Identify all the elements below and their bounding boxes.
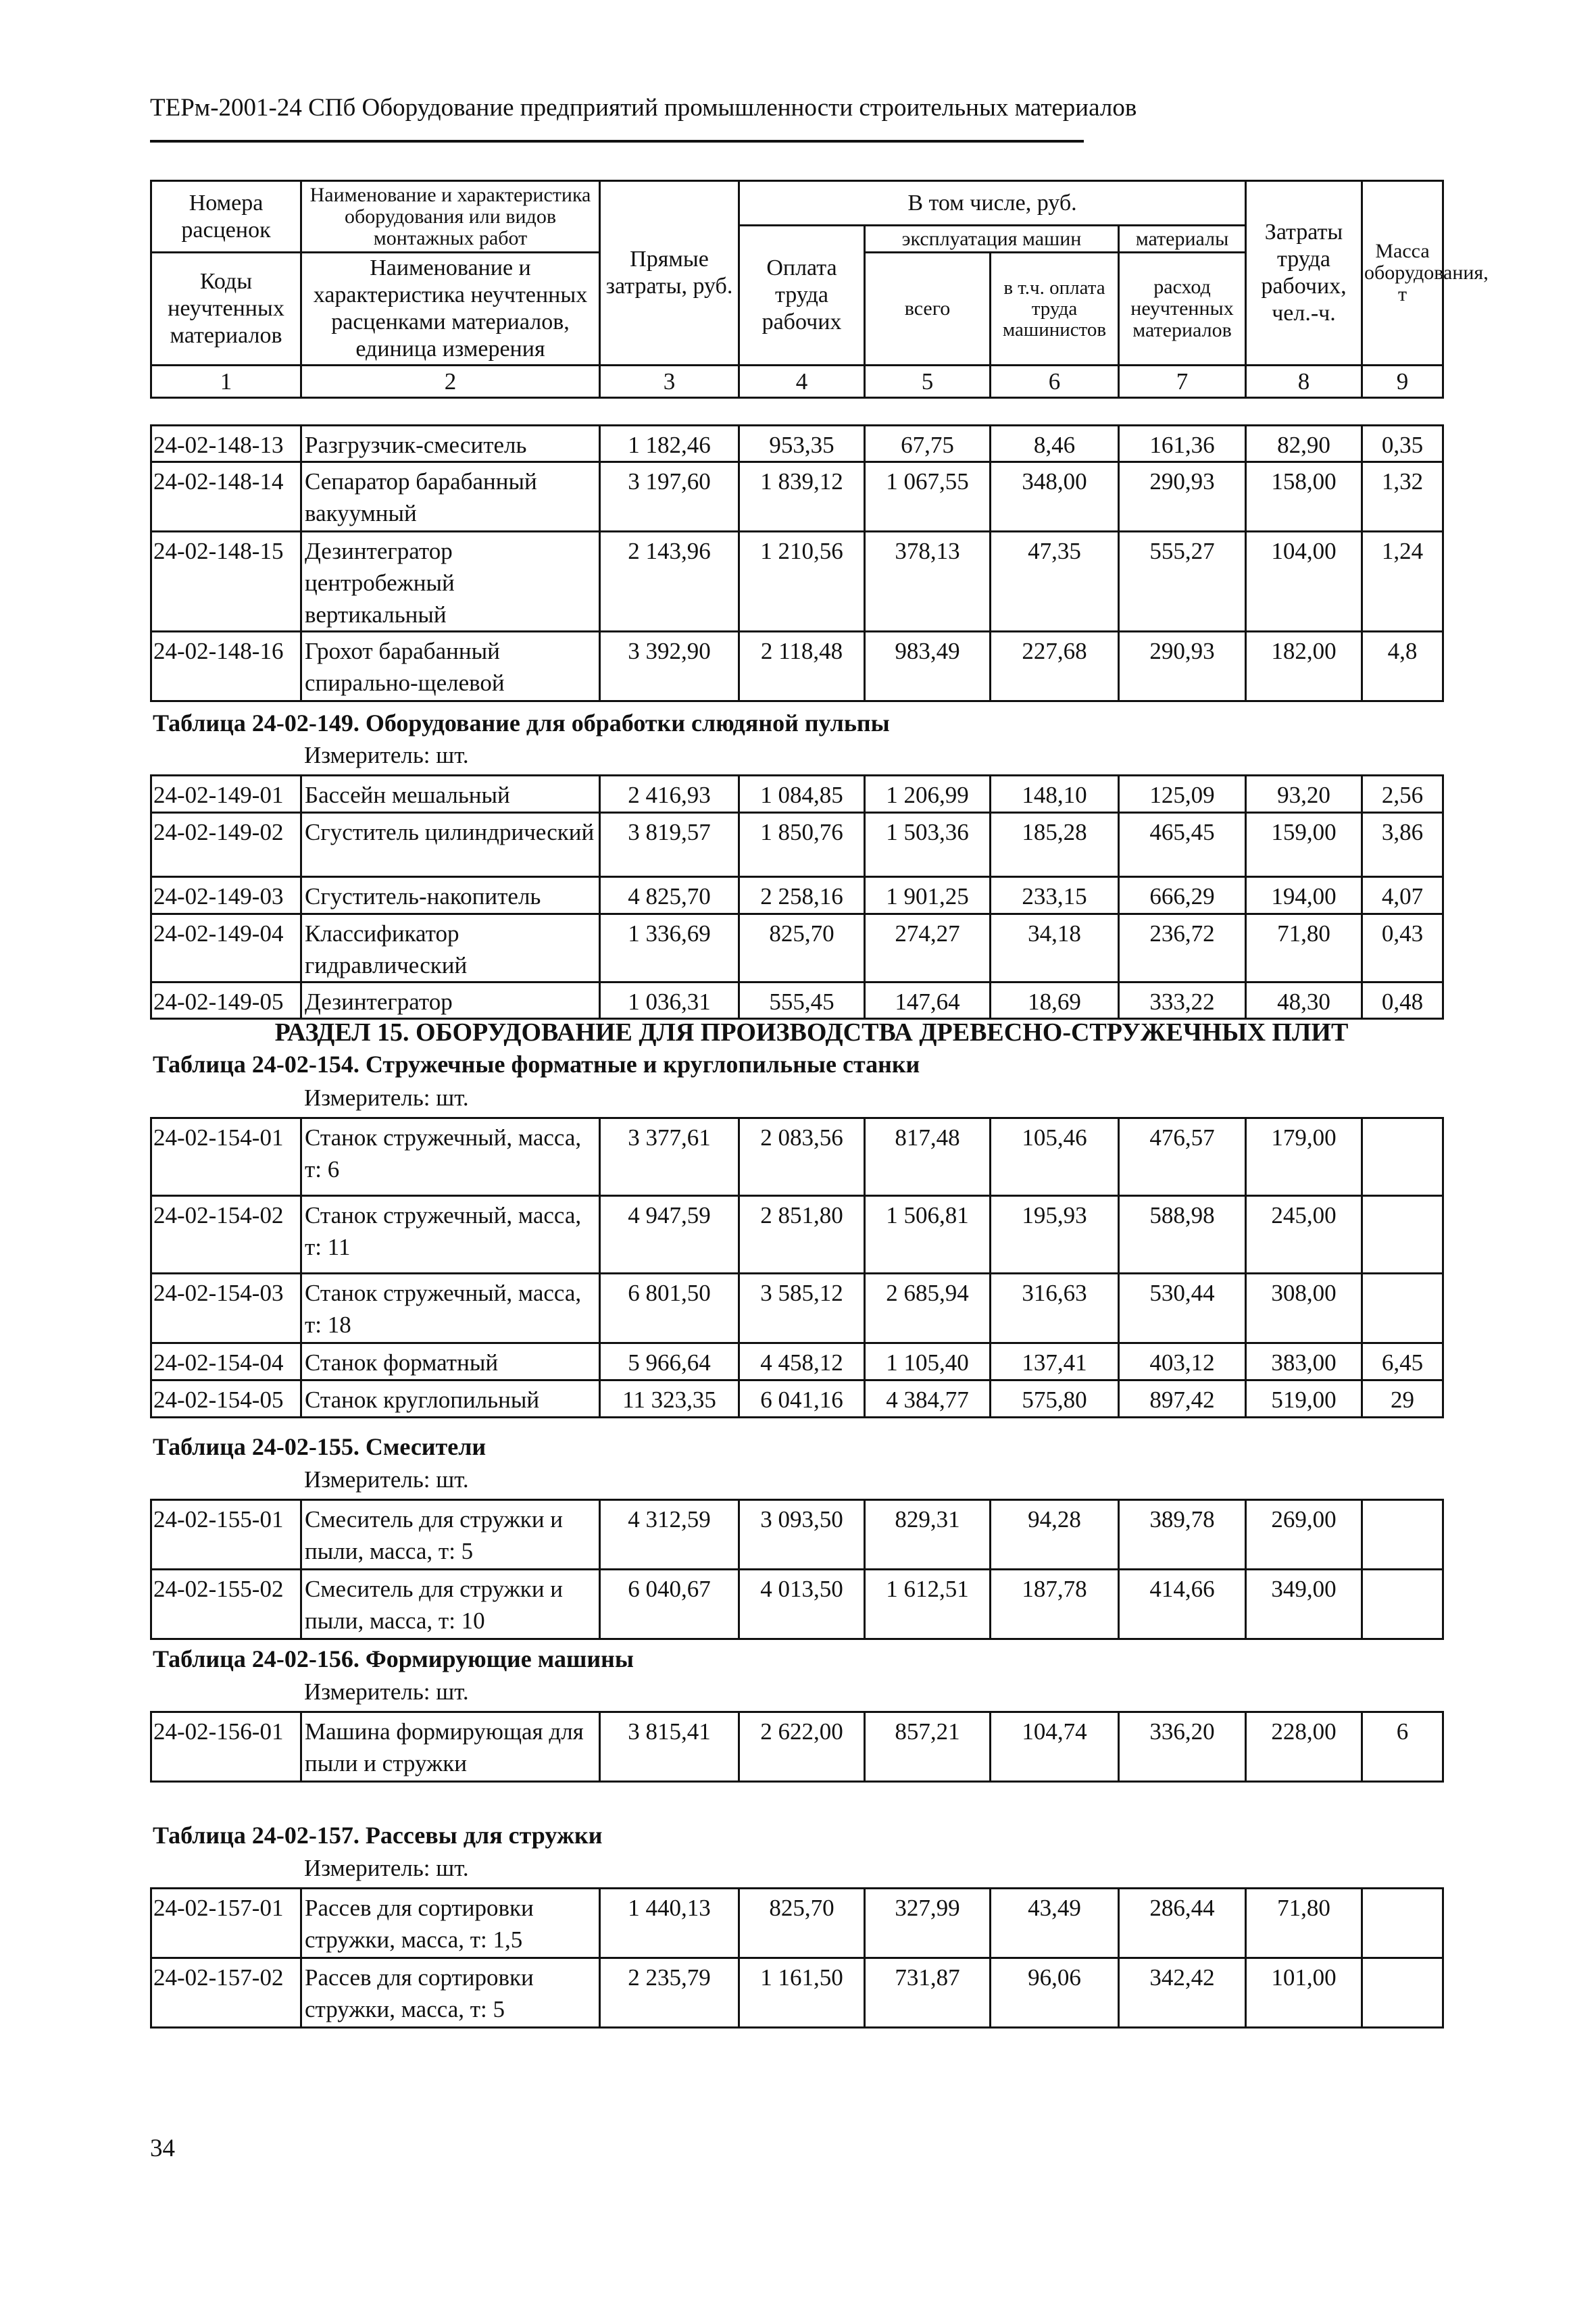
- labor-cost: 1 161,50: [739, 1958, 865, 2028]
- rate-code: 24-02-148-13: [151, 426, 301, 462]
- direct-cost: 4 312,59: [600, 1500, 739, 1570]
- table-149-meter: Измеритель: шт.: [304, 742, 469, 768]
- column-number: 4: [739, 366, 865, 398]
- col1-top-header: Номера расценок: [151, 181, 301, 253]
- equipment-mass: 0,35: [1362, 426, 1443, 462]
- machine-cost: 1 503,36: [865, 813, 991, 877]
- operator-cost: 34,18: [991, 914, 1119, 982]
- direct-cost: 3 392,90: [600, 632, 739, 701]
- item-name: Рассев для сортировки стружки, масса, т: 1,5: [301, 1889, 600, 1958]
- table-row: [151, 914, 1443, 982]
- operator-cost: 47,35: [991, 532, 1119, 632]
- direct-cost: 3 819,57: [600, 813, 739, 877]
- col3-header: Прямые затраты, руб.: [600, 181, 739, 366]
- table-row: [151, 1889, 1443, 1958]
- equipment-mass: 2,56: [1362, 776, 1443, 813]
- item-name: Смеситель для стружки и пыли, масса, т: 5: [301, 1500, 600, 1570]
- table-157-caption: Таблица 24-02-157. Рассевы для стружки: [153, 1822, 603, 1849]
- column-number: 1: [151, 366, 301, 398]
- table-row: [151, 1196, 1443, 1274]
- labor-cost: 825,70: [739, 1889, 865, 1958]
- column-number: 9: [1362, 366, 1443, 398]
- rate-code: 24-02-155-02: [151, 1570, 301, 1639]
- labor-hours: 245,00: [1246, 1196, 1362, 1274]
- column-number: 2: [301, 366, 600, 398]
- column-header-table: [150, 180, 1489, 399]
- labor-hours: 71,80: [1246, 914, 1362, 982]
- labor-hours: 101,00: [1246, 1958, 1362, 2028]
- direct-cost: 2 416,93: [600, 776, 739, 813]
- materials-cost: 290,93: [1119, 462, 1246, 532]
- item-name: Смеситель для стружки и пыли, масса, т: 10: [301, 1570, 600, 1639]
- rates-table-149: [150, 774, 1444, 1020]
- direct-cost: 4 947,59: [600, 1196, 739, 1274]
- materials-cost: 125,09: [1119, 776, 1246, 813]
- direct-cost: 3 815,41: [600, 1712, 739, 1782]
- item-name: Станок круглопильный: [301, 1380, 600, 1418]
- section-title: РАЗДЕЛ 15. ОБОРУДОВАНИЕ ДЛЯ ПРОИЗВОДСТВА ДРЕВЕСНО-СТРУЖЕЧНЫХ ПЛИТ: [274, 1018, 1349, 1047]
- rate-code: 24-02-148-15: [151, 532, 301, 632]
- labor-hours: 182,00: [1246, 632, 1362, 701]
- direct-cost: 5 966,64: [600, 1343, 739, 1380]
- labor-hours: 228,00: [1246, 1712, 1362, 1782]
- table-154-meter: Измеритель: шт.: [304, 1085, 469, 1111]
- direct-cost: 4 825,70: [600, 877, 739, 914]
- equipment-mass: 29: [1362, 1380, 1443, 1418]
- table-row: [151, 1500, 1443, 1570]
- rates-table-148: [150, 424, 1444, 702]
- rate-code: 24-02-148-14: [151, 462, 301, 532]
- item-name: Классификатор гидравлический: [301, 914, 600, 982]
- table-row: [151, 1274, 1443, 1343]
- labor-cost: 2 258,16: [739, 877, 865, 914]
- direct-cost: 1 182,46: [600, 426, 739, 462]
- materials-cost: 465,45: [1119, 813, 1246, 877]
- materials-group-header: материалы: [1119, 226, 1246, 253]
- operator-cost: 18,69: [991, 982, 1119, 1019]
- table-row: [151, 1118, 1443, 1196]
- materials-cost: 414,66: [1119, 1570, 1246, 1639]
- operator-cost: 104,74: [991, 1712, 1119, 1782]
- direct-cost: 1 036,31: [600, 982, 739, 1019]
- col4-header: Оплата труда рабочих: [739, 226, 865, 366]
- materials-cost: 236,72: [1119, 914, 1246, 982]
- labor-cost: 555,45: [739, 982, 865, 1019]
- table-row: [151, 1570, 1443, 1639]
- machine-cost: 378,13: [865, 532, 991, 632]
- machine-cost: 147,64: [865, 982, 991, 1019]
- labor-cost: 2 083,56: [739, 1118, 865, 1196]
- equipment-mass: [1362, 1500, 1443, 1570]
- equipment-mass: [1362, 1958, 1443, 2028]
- rate-code: 24-02-149-02: [151, 813, 301, 877]
- page-number: 34: [150, 2135, 175, 2162]
- col2-top-header: Наименование и характеристика оборудования или видов монтажных работ: [301, 181, 600, 253]
- rate-code: 24-02-149-03: [151, 877, 301, 914]
- operator-cost: 94,28: [991, 1500, 1119, 1570]
- table-row: [151, 426, 1443, 462]
- equipment-mass: 4,07: [1362, 877, 1443, 914]
- header-rule: [150, 140, 1084, 143]
- labor-cost: 1 850,76: [739, 813, 865, 877]
- table-row: [151, 982, 1443, 1019]
- labor-hours: 349,00: [1246, 1570, 1362, 1639]
- equipment-mass: [1362, 1118, 1443, 1196]
- labor-cost: 825,70: [739, 914, 865, 982]
- operator-cost: 575,80: [991, 1380, 1119, 1418]
- breakdown-group-header: В том числе, руб.: [739, 181, 1246, 226]
- operator-cost: 227,68: [991, 632, 1119, 701]
- operator-cost: 348,00: [991, 462, 1119, 532]
- labor-cost: 2 622,00: [739, 1712, 865, 1782]
- materials-cost: 333,22: [1119, 982, 1246, 1019]
- table-row: [151, 532, 1443, 632]
- materials-cost: 403,12: [1119, 1343, 1246, 1380]
- operator-cost: 8,46: [991, 426, 1119, 462]
- machine-cost: 857,21: [865, 1712, 991, 1782]
- column-number: 7: [1119, 366, 1246, 398]
- machine-cost: 1 506,81: [865, 1196, 991, 1274]
- direct-cost: 2 143,96: [600, 532, 739, 632]
- equipment-mass: 1,32: [1362, 462, 1443, 532]
- materials-cost: 161,36: [1119, 426, 1246, 462]
- operator-cost: 43,49: [991, 1889, 1119, 1958]
- materials-cost: 897,42: [1119, 1380, 1246, 1418]
- equipment-mass: 6,45: [1362, 1343, 1443, 1380]
- item-name: Машина формирующая для пыли и стружки: [301, 1712, 600, 1782]
- table-row: [151, 1343, 1443, 1380]
- table-row: [151, 813, 1443, 877]
- labor-cost: 1 084,85: [739, 776, 865, 813]
- materials-cost: 286,44: [1119, 1889, 1246, 1958]
- col6-header: в т.ч. оплата труда машинистов: [991, 253, 1119, 366]
- column-number: 6: [991, 366, 1119, 398]
- labor-cost: 4 458,12: [739, 1343, 865, 1380]
- item-name: Разгрузчик-смеситель: [301, 426, 600, 462]
- labor-hours: 179,00: [1246, 1118, 1362, 1196]
- labor-cost: 953,35: [739, 426, 865, 462]
- equipment-mass: 1,24: [1362, 532, 1443, 632]
- item-name: Сгуститель цилиндрический: [301, 813, 600, 877]
- labor-hours: 269,00: [1246, 1500, 1362, 1570]
- rate-code: 24-02-149-04: [151, 914, 301, 982]
- item-name: Сгуститель-накопитель: [301, 877, 600, 914]
- materials-cost: 666,29: [1119, 877, 1246, 914]
- machine-cost: 2 685,94: [865, 1274, 991, 1343]
- rate-code: 24-02-157-01: [151, 1889, 301, 1958]
- rate-code: 24-02-154-03: [151, 1274, 301, 1343]
- labor-cost: 6 041,16: [739, 1380, 865, 1418]
- direct-cost: 6 801,50: [600, 1274, 739, 1343]
- labor-hours: 82,90: [1246, 426, 1362, 462]
- materials-cost: 476,57: [1119, 1118, 1246, 1196]
- table-156-meter: Измеритель: шт.: [304, 1678, 469, 1705]
- table-row: [151, 776, 1443, 813]
- equipment-mass: [1362, 1196, 1443, 1274]
- machine-cost: 274,27: [865, 914, 991, 982]
- labor-hours: 93,20: [1246, 776, 1362, 813]
- operator-cost: 316,63: [991, 1274, 1119, 1343]
- table-156-caption: Таблица 24-02-156. Формирующие машины: [153, 1645, 634, 1672]
- labor-hours: 159,00: [1246, 813, 1362, 877]
- table-row: [151, 632, 1443, 701]
- rate-code: 24-02-154-01: [151, 1118, 301, 1196]
- rate-code: 24-02-157-02: [151, 1958, 301, 2028]
- equipment-mass: 3,86: [1362, 813, 1443, 877]
- machine-cost: 67,75: [865, 426, 991, 462]
- operator-cost: 185,28: [991, 813, 1119, 877]
- machine-cost: 327,99: [865, 1889, 991, 1958]
- labor-hours: 71,80: [1246, 1889, 1362, 1958]
- machine-cost: 817,48: [865, 1118, 991, 1196]
- labor-cost: 3 093,50: [739, 1500, 865, 1570]
- col5-header: всего: [865, 253, 991, 366]
- table-154-caption: Таблица 24-02-154. Стружечные форматные и круглопильные станки: [153, 1051, 920, 1078]
- item-name: Станок стружечный, масса, т: 6: [301, 1118, 600, 1196]
- labor-hours: 194,00: [1246, 877, 1362, 914]
- page-header: ТЕРм-2001-24 СПб Оборудование предприятий промышленности строительных материалов: [150, 94, 1137, 122]
- labor-hours: 158,00: [1246, 462, 1362, 532]
- materials-cost: 555,27: [1119, 532, 1246, 632]
- machine-cost: 731,87: [865, 1958, 991, 2028]
- labor-cost: 1 839,12: [739, 462, 865, 532]
- materials-cost: 290,93: [1119, 632, 1246, 701]
- table-row: [151, 1712, 1443, 1782]
- rate-code: 24-02-155-01: [151, 1500, 301, 1570]
- rates-table-154: [150, 1117, 1444, 1418]
- item-name: Станок стружечный, масса, т: 11: [301, 1196, 600, 1274]
- rate-code: 24-02-156-01: [151, 1712, 301, 1782]
- direct-cost: 11 323,35: [600, 1380, 739, 1418]
- materials-cost: 530,44: [1119, 1274, 1246, 1343]
- item-name: Станок форматный: [301, 1343, 600, 1380]
- labor-hours: 308,00: [1246, 1274, 1362, 1343]
- machine-cost: 1 612,51: [865, 1570, 991, 1639]
- equipment-mass: 6: [1362, 1712, 1443, 1782]
- equipment-mass: 0,48: [1362, 982, 1443, 1019]
- direct-cost: 2 235,79: [600, 1958, 739, 2028]
- labor-hours: 383,00: [1246, 1343, 1362, 1380]
- labor-cost: 1 210,56: [739, 532, 865, 632]
- direct-cost: 3 377,61: [600, 1118, 739, 1196]
- item-name: Грохот барабанный спирально-щелевой: [301, 632, 600, 701]
- labor-hours: 48,30: [1246, 982, 1362, 1019]
- item-name: Бассейн мешальный: [301, 776, 600, 813]
- labor-hours: 519,00: [1246, 1380, 1362, 1418]
- column-number: 8: [1246, 366, 1362, 398]
- materials-cost: 588,98: [1119, 1196, 1246, 1274]
- column-number: 5: [865, 366, 991, 398]
- machine-cost: 1 901,25: [865, 877, 991, 914]
- materials-cost: 389,78: [1119, 1500, 1246, 1570]
- col8-header: Затраты труда рабочих, чел.-ч.: [1246, 181, 1362, 366]
- machine-cost: 829,31: [865, 1500, 991, 1570]
- table-row: [151, 1958, 1443, 2028]
- table-row: [151, 877, 1443, 914]
- equipment-mass: [1362, 1274, 1443, 1343]
- machine-cost: 1 206,99: [865, 776, 991, 813]
- col9-header: Масса оборудования, т: [1362, 181, 1443, 366]
- rate-code: 24-02-154-05: [151, 1380, 301, 1418]
- operator-cost: 96,06: [991, 1958, 1119, 2028]
- operator-cost: 148,10: [991, 776, 1119, 813]
- labor-cost: 2 118,48: [739, 632, 865, 701]
- rates-table-157: [150, 1887, 1444, 2028]
- table-155-caption: Таблица 24-02-155. Смесители: [153, 1433, 487, 1460]
- labor-cost: 4 013,50: [739, 1570, 865, 1639]
- operator-cost: 187,78: [991, 1570, 1119, 1639]
- direct-cost: 3 197,60: [600, 462, 739, 532]
- materials-cost: 342,42: [1119, 1958, 1246, 2028]
- labor-cost: 3 585,12: [739, 1274, 865, 1343]
- table-155-meter: Измеритель: шт.: [304, 1466, 469, 1493]
- machines-group-header: эксплуатация машин: [865, 226, 1119, 253]
- machine-cost: 4 384,77: [865, 1380, 991, 1418]
- equipment-mass: 0,43: [1362, 914, 1443, 982]
- item-name: Сепаратор барабанный вакуумный: [301, 462, 600, 532]
- direct-cost: 1 336,69: [600, 914, 739, 982]
- col2-bottom-header: Наименование и характеристика неучтенных расценками материалов, единица измерения: [301, 253, 600, 366]
- operator-cost: 195,93: [991, 1196, 1119, 1274]
- rate-code: 24-02-154-04: [151, 1343, 301, 1380]
- rates-table-156: [150, 1711, 1444, 1783]
- col7-header: расход неучтенных материалов: [1119, 253, 1246, 366]
- item-name: Рассев для сортировки стружки, масса, т: 5: [301, 1958, 600, 2028]
- labor-cost: 2 851,80: [739, 1196, 865, 1274]
- rate-code: 24-02-149-05: [151, 982, 301, 1019]
- rate-code: 24-02-154-02: [151, 1196, 301, 1274]
- machine-cost: 1 067,55: [865, 462, 991, 532]
- operator-cost: 105,46: [991, 1118, 1119, 1196]
- rates-table-155: [150, 1499, 1444, 1640]
- operator-cost: 137,41: [991, 1343, 1119, 1380]
- table-row: [151, 462, 1443, 532]
- item-name: Дезинтегратор: [301, 982, 600, 1019]
- equipment-mass: 4,8: [1362, 632, 1443, 701]
- rate-code: 24-02-149-01: [151, 776, 301, 813]
- equipment-mass: [1362, 1570, 1443, 1639]
- machine-cost: 1 105,40: [865, 1343, 991, 1380]
- direct-cost: 1 440,13: [600, 1889, 739, 1958]
- operator-cost: 233,15: [991, 877, 1119, 914]
- table-149-caption: Таблица 24-02-149. Оборудование для обработки слюдяной пульпы: [153, 710, 890, 737]
- materials-cost: 336,20: [1119, 1712, 1246, 1782]
- column-number: 3: [600, 366, 739, 398]
- rate-code: 24-02-148-16: [151, 632, 301, 701]
- col1-bottom-header: Коды неучтенных материалов: [151, 253, 301, 366]
- direct-cost: 6 040,67: [600, 1570, 739, 1639]
- table-row: [151, 1380, 1443, 1418]
- labor-hours: 104,00: [1246, 532, 1362, 632]
- table-157-meter: Измеритель: шт.: [304, 1855, 469, 1881]
- item-name: Дезинтегратор центробежный вертикальный: [301, 532, 600, 632]
- machine-cost: 983,49: [865, 632, 991, 701]
- equipment-mass: [1362, 1889, 1443, 1958]
- item-name: Станок стружечный, масса, т: 18: [301, 1274, 600, 1343]
